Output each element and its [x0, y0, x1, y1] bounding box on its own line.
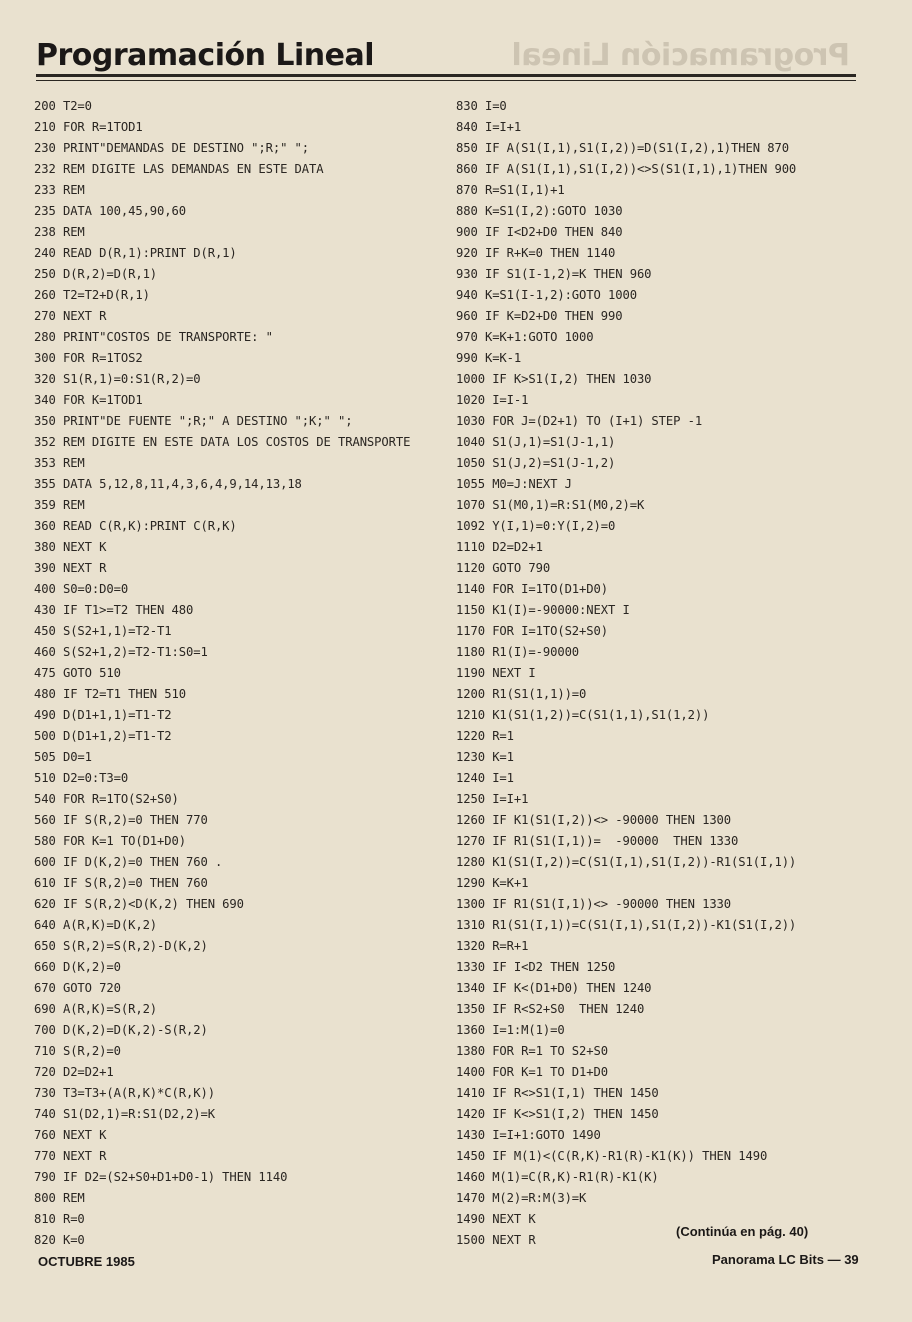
code-line: 800 REM — [34, 1191, 85, 1205]
code-line: 1240 I=1 — [456, 771, 514, 785]
bleed-through-title: Programación Lineal — [511, 38, 850, 73]
code-line: 1250 I=I+1 — [456, 792, 529, 806]
code-line: 232 REM DIGITE LAS DEMANDAS EN ESTE DATA — [34, 162, 324, 176]
code-column-left — [34, 96, 454, 1251]
code-line: 500 D(D1+1,2)=T1-T2 — [34, 729, 172, 743]
code-line: 920 IF R+K=0 THEN 1140 — [456, 246, 616, 260]
code-line: 355 DATA 5,12,8,11,4,3,6,4,9,14,13,18 — [34, 477, 302, 491]
code-line: 352 REM DIGITE EN ESTE DATA LOS COSTOS DE TRANSPORTE — [34, 435, 411, 449]
code-line: 1140 FOR I=1TO(D1+D0) — [456, 582, 608, 596]
code-line: 840 I=I+1 — [456, 120, 522, 134]
code-line: 1410 IF R<>S1(I,1) THEN 1450 — [456, 1086, 659, 1100]
code-line: 460 S(S2+1,2)=T2-T1:S0=1 — [34, 645, 208, 659]
code-line: 990 K=K-1 — [456, 351, 522, 365]
code-line: 940 K=S1(I-1,2):GOTO 1000 — [456, 288, 637, 302]
code-line: 353 REM — [34, 456, 85, 470]
code-line: 430 IF T1>=T2 THEN 480 — [34, 603, 194, 617]
header-rule-thin — [36, 80, 856, 81]
code-line: 1380 FOR R=1 TO S2+S0 — [456, 1044, 608, 1058]
code-line: 1050 S1(J,2)=S1(J-1,2) — [456, 456, 616, 470]
code-line: 670 GOTO 720 — [34, 981, 121, 995]
code-line: 1450 IF M(1)<(C(R,K)-R1(R)-K1(K)) THEN 1490 — [456, 1149, 768, 1163]
footer-date: OCTUBRE 1985 — [38, 1254, 135, 1269]
code-line: 1030 FOR J=(D2+1) TO (I+1) STEP -1 — [456, 414, 703, 428]
code-line: 1290 K=K+1 — [456, 876, 529, 890]
code-line: 640 A(R,K)=D(K,2) — [34, 918, 158, 932]
code-line: 1170 FOR I=1TO(S2+S0) — [456, 624, 608, 638]
code-line: 560 IF S(R,2)=0 THEN 770 — [34, 813, 208, 827]
code-line: 1400 FOR K=1 TO D1+D0 — [456, 1065, 608, 1079]
code-line: 580 FOR K=1 TO(D1+D0) — [34, 834, 186, 848]
code-line: 1230 K=1 — [456, 750, 514, 764]
code-line: 1430 I=I+1:GOTO 1490 — [456, 1128, 601, 1142]
code-line: 740 S1(D2,1)=R:S1(D2,2)=K — [34, 1107, 215, 1121]
code-line: 1330 IF I<D2 THEN 1250 — [456, 960, 616, 974]
code-line: 1040 S1(J,1)=S1(J-1,1) — [456, 435, 616, 449]
code-line: 760 NEXT K — [34, 1128, 107, 1142]
code-line: 690 A(R,K)=S(R,2) — [34, 1002, 158, 1016]
code-line: 450 S(S2+1,1)=T2-T1 — [34, 624, 172, 638]
code-line: 600 IF D(K,2)=0 THEN 760 . — [34, 855, 223, 869]
code-line: 860 IF A(S1(I,1),S1(I,2))<>S(S1(I,1),1)THEN 900 — [456, 162, 797, 176]
code-line: 1340 IF K<(D1+D0) THEN 1240 — [456, 981, 652, 995]
code-line: 1280 K1(S1(I,2))=C(S1(I,1),S1(I,2))-R1(S1(I,1)) — [456, 855, 797, 869]
code-line: 970 K=K+1:GOTO 1000 — [456, 330, 594, 344]
footer-page-info: Panorama LC Bits — 39 — [712, 1252, 859, 1267]
code-line: 540 FOR R=1TO(S2+S0) — [34, 792, 179, 806]
code-line: 810 R=0 — [34, 1212, 85, 1226]
code-line: 1150 K1(I)=-90000:NEXT I — [456, 603, 630, 617]
code-line: 230 PRINT"DEMANDAS DE DESTINO ";R;" "; — [34, 141, 310, 155]
code-line: 1110 D2=D2+1 — [456, 540, 543, 554]
code-line: 880 K=S1(I,2):GOTO 1030 — [456, 204, 623, 218]
code-column-right — [456, 96, 876, 1251]
code-line: 300 FOR R=1TOS2 — [34, 351, 143, 365]
continued-note: (Continúa en pág. 40) — [676, 1224, 809, 1239]
code-line: 620 IF S(R,2)<D(K,2) THEN 690 — [34, 897, 244, 911]
code-line: 1190 NEXT I — [456, 666, 536, 680]
code-line: 1420 IF K<>S1(I,2) THEN 1450 — [456, 1107, 659, 1121]
code-line: 400 S0=0:D0=0 — [34, 582, 129, 596]
code-line: 900 IF I<D2+D0 THEN 840 — [456, 225, 623, 239]
code-line: 660 D(K,2)=0 — [34, 960, 121, 974]
code-line: 1320 R=R+1 — [456, 939, 529, 953]
code-line: 1360 I=1:M(1)=0 — [456, 1023, 565, 1037]
code-line: 340 FOR K=1TOD1 — [34, 393, 143, 407]
code-line: 1310 R1(S1(I,1))=C(S1(I,1),S1(I,2))-K1(S1(I,2)) — [456, 918, 797, 932]
code-line: 870 R=S1(I,1)+1 — [456, 183, 565, 197]
code-line: 233 REM — [34, 183, 85, 197]
code-line: 610 IF S(R,2)=0 THEN 760 — [34, 876, 208, 890]
code-line: 650 S(R,2)=S(R,2)-D(K,2) — [34, 939, 208, 953]
code-line: 710 S(R,2)=0 — [34, 1044, 121, 1058]
code-line: 210 FOR R=1TOD1 — [34, 120, 143, 134]
code-line: 960 IF K=D2+D0 THEN 990 — [456, 309, 623, 323]
code-line: 1460 M(1)=C(R,K)-R1(R)-K1(K) — [456, 1170, 659, 1184]
code-line: 360 READ C(R,K):PRINT C(R,K) — [34, 519, 237, 533]
code-line: 1070 S1(M0,1)=R:S1(M0,2)=K — [456, 498, 645, 512]
header-rule-thick — [36, 74, 856, 77]
code-line: 1180 R1(I)=-90000 — [456, 645, 580, 659]
code-line: 850 IF A(S1(I,1),S1(I,2))=D(S1(I,2),1)THEN 870 — [456, 141, 789, 155]
code-line: 280 PRINT"COSTOS DE TRANSPORTE: " — [34, 330, 273, 344]
code-line: 270 NEXT R — [34, 309, 107, 323]
code-line: 320 S1(R,1)=0:S1(R,2)=0 — [34, 372, 201, 386]
code-line: 350 PRINT"DE FUENTE ";R;" A DESTINO ";K;" "; — [34, 414, 353, 428]
code-line: 480 IF T2=T1 THEN 510 — [34, 687, 186, 701]
code-line: 1260 IF K1(S1(I,2))<> -90000 THEN 1300 — [456, 813, 732, 827]
code-line: 770 NEXT R — [34, 1149, 107, 1163]
code-line: 830 I=0 — [456, 99, 507, 113]
code-line: 930 IF S1(I-1,2)=K THEN 960 — [456, 267, 652, 281]
code-line: 720 D2=D2+1 — [34, 1065, 114, 1079]
code-line: 200 T2=0 — [34, 99, 92, 113]
code-line: 1020 I=I-1 — [456, 393, 529, 407]
code-line: 1200 R1(S1(1,1))=0 — [456, 687, 587, 701]
code-line: 1270 IF R1(S1(I,1))= -90000 THEN 1330 — [456, 834, 739, 848]
code-line: 1470 M(2)=R:M(3)=K — [456, 1191, 587, 1205]
code-line: 380 NEXT K — [34, 540, 107, 554]
code-line: 505 D0=1 — [34, 750, 92, 764]
code-line: 1220 R=1 — [456, 729, 514, 743]
code-line: 1300 IF R1(S1(I,1))<> -90000 THEN 1330 — [456, 897, 732, 911]
code-line: 235 DATA 100,45,90,60 — [34, 204, 186, 218]
code-line: 250 D(R,2)=D(R,1) — [34, 267, 158, 281]
code-line: 700 D(K,2)=D(K,2)-S(R,2) — [34, 1023, 208, 1037]
page-title: Programación Lineal — [36, 38, 375, 73]
code-line: 1055 M0=J:NEXT J — [456, 477, 572, 491]
code-line: 260 T2=T2+D(R,1) — [34, 288, 150, 302]
code-line: 1000 IF K>S1(I,2) THEN 1030 — [456, 372, 652, 386]
code-line: 730 T3=T3+(A(R,K)*C(R,K)) — [34, 1086, 215, 1100]
code-line: 1350 IF R<S2+S0 THEN 1240 — [456, 1002, 645, 1016]
code-line: 390 NEXT R — [34, 561, 107, 575]
code-line: 1500 NEXT R — [456, 1233, 536, 1247]
code-line: 359 REM — [34, 498, 85, 512]
code-line: 790 IF D2=(S2+S0+D1+D0-1) THEN 1140 — [34, 1170, 288, 1184]
code-line: 510 D2=0:T3=0 — [34, 771, 129, 785]
code-line: 820 K=0 — [34, 1233, 85, 1247]
code-line: 475 GOTO 510 — [34, 666, 121, 680]
code-line: 1120 GOTO 790 — [456, 561, 551, 575]
code-line: 1490 NEXT K — [456, 1212, 536, 1226]
code-line: 1210 K1(S1(1,2))=C(S1(1,1),S1(1,2)) — [456, 708, 710, 722]
code-line: 490 D(D1+1,1)=T1-T2 — [34, 708, 172, 722]
code-line: 1092 Y(I,1)=0:Y(I,2)=0 — [456, 519, 616, 533]
code-line: 238 REM — [34, 225, 85, 239]
code-line: 240 READ D(R,1):PRINT D(R,1) — [34, 246, 237, 260]
